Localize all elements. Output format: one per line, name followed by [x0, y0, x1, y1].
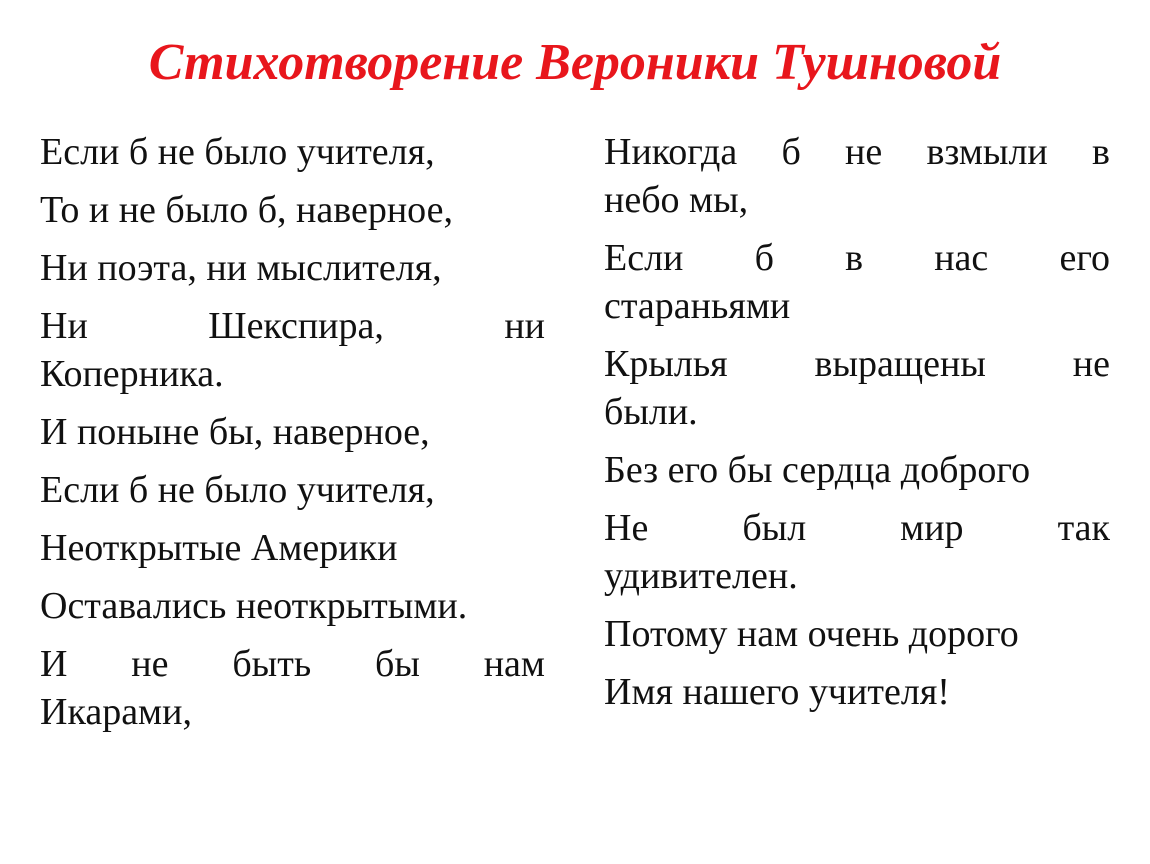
poem-line-1: Если б не было учителя, [40, 131, 435, 173]
poem-word: Шекспира, [208, 305, 384, 347]
poem-word: в [845, 237, 864, 279]
poem-line-14-justified [604, 504, 1110, 552]
poem-line-11 [604, 234, 1110, 330]
poem-line-10-continuation: небо мы, [604, 179, 749, 221]
poem-line-11-continuation: стараньями [604, 285, 791, 327]
poem-word: Не [604, 507, 649, 549]
poem-line-9-justified [40, 640, 545, 688]
poem-line-11-justified [604, 234, 1110, 282]
poem-line-3: Ни поэта, ни мыслителя, [40, 247, 442, 289]
poem-word: Если [604, 237, 684, 279]
poem-line-7: Неоткрытые Америки [40, 527, 398, 569]
poem-line-12-continuation: были. [604, 391, 698, 433]
poem-word: Никогда [604, 131, 738, 173]
poem-word: в [1092, 131, 1110, 173]
poem-line-15: Потому нам очень дорого [604, 613, 1019, 655]
poem-word: быть [232, 643, 312, 685]
poem-line-6: Если б не было учителя, [40, 469, 435, 511]
poem-word: б [754, 237, 774, 279]
poem-word: б [781, 131, 801, 173]
poem-word: взмыли [926, 131, 1048, 173]
poem-line-4-justified [40, 302, 545, 350]
poem-word: не [1072, 343, 1110, 385]
poem-word: нас [934, 237, 989, 279]
poem-right-column [604, 128, 1110, 726]
poem-line-14-continuation: удивителен. [604, 555, 798, 597]
poem-line-5: И поныне бы, наверное, [40, 411, 430, 453]
poem-word: И [40, 643, 68, 685]
poem-line-10-justified [604, 128, 1110, 176]
poem-line-2: То и не было б, наверное, [40, 189, 454, 231]
poem-left-column [40, 128, 545, 746]
poem-line-12-justified [604, 340, 1110, 388]
poem-line-4-continuation: Коперника. [40, 353, 224, 395]
poem-line-13: Без его бы сердца доброго [604, 449, 1031, 491]
poem-word: Ни [40, 305, 88, 347]
poem-word: так [1057, 507, 1110, 549]
poem-word: не [131, 643, 169, 685]
poem-line-12 [604, 340, 1110, 436]
poem-word: ни [504, 305, 545, 347]
poem-word: не [845, 131, 883, 173]
poem-word: был [742, 507, 807, 549]
poem-word: Крылья [604, 343, 728, 385]
poem-line-9 [40, 640, 545, 736]
poem-line-8: Оставались неоткрытыми. [40, 585, 468, 627]
poem-line-10 [604, 128, 1110, 224]
poem-line-4 [40, 302, 545, 398]
poem-line-14 [604, 504, 1110, 600]
poem-line-9-continuation: Икарами, [40, 691, 192, 733]
poem-word: его [1059, 237, 1110, 279]
poem-word: нам [483, 643, 545, 685]
poem-line-16: Имя нашего учителя! [604, 671, 950, 713]
poem-word: мир [900, 507, 964, 549]
poem-word: выращены [814, 343, 986, 385]
slide-title: Стихотворение Вероники Тушновой [148, 34, 1002, 91]
poem-word: бы [375, 643, 420, 685]
